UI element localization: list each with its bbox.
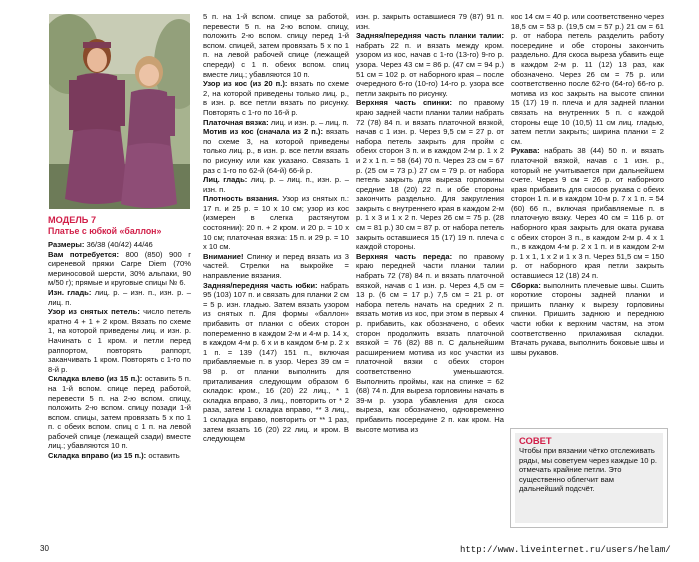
paragraph-heading: Складка влево (из 15 п.): [48, 374, 143, 384]
paragraph-text: лиц. р. – изн. п., изн. р. – лиц. п. [48, 287, 192, 307]
paragraph-text: по правому краю передней части планки талии набрать 72 (78) 84 п. и вязать платочной вязкой, начав с 1 изн. р. Через 4,5 см = 13 р. (6 см = 17 р.) 7,5 см = 21 р. от набора петель начать на средних 2 п. вязать мотив из кос, при этом в первых 4 р. прибавить, как обозначено, с обеих сторон продолжить вязать платочной вязкой = 76 (82) 88 п. С дальнейшим расширением мотива из кос участки из платочной вязки с обеих сторон соответственно уменьшаются. Выполнить проймы, как на спинке = 62 (68) 74 п. Для выреза горловины начать в 39-м р. узора убавления для скоса выреза, как обозначено, одновременно прибавить посередине 2 п. как кром. На высоте мотива из [356, 251, 505, 434]
tip-box [510, 428, 668, 528]
paragraph-text: Спинку и перед вязать из 3 частей. Стрелки на выкройке = направление вязания. [203, 251, 349, 281]
tip-inner [515, 433, 663, 523]
tip-title: СОВЕТ [519, 435, 552, 446]
paragraph-text: число петель кратно 4 + 1 + 2 кром. Вязать по схеме 1, на которой приведены лиц. и изн. р. Начинать с 1 кром. и петли перед раппортом, повторять раппорт, заканчивать 1 кром. Повторять с 1-го по 8-й р. [48, 307, 191, 374]
col2-paragraph [203, 194, 349, 252]
paragraph-heading: Складка вправо (из 15 п.): [48, 451, 147, 461]
col3-paragraph [356, 31, 504, 98]
col2-paragraph [203, 79, 349, 117]
paragraph-text: 5 п. на 1-й вспом. спице за работой, перевести 5 п. на 2-ю вспом. спицу, положить 2-ю вспом. спицу перед 1-й вспом. спицей, затем провязать 5 х по 1 п. на левой рабочей спице (лежащей спереди) с 1 п. обеих вспом. спиц вместе лиц.; убавляются 10 п. [203, 12, 349, 79]
footer-url: http://www.liveinternet.ru/users/helam/ [460, 545, 671, 555]
paragraph-text: 36/38 (40/42) 44/46 [84, 240, 153, 249]
paragraph-text: лиц. и изн. р. – лиц. п. [268, 117, 349, 127]
paragraph-text: 800 (850) 900 г сиреневой пряжи Carpe Diem (70% мериносовой шерсти, 30% альпаки, 90 м/50 г); прямые и круговые спицы № 6. [48, 249, 191, 288]
paragraph-heading: Узор из кос (из 20 п.): [203, 79, 288, 89]
col2-paragraph [203, 127, 349, 175]
col3-paragraph [356, 252, 504, 434]
column-2 [203, 12, 349, 444]
paragraph-text: выполнить плечевые швы. Сшить короткие стороны задней планки и пришить планку к вырезу горловины спинки. Пришить заднюю и переднюю части юбки к верхним частям, на этом соответственно прилаживая складки. Втачать рукава, выполнить боковые швы и швы рукавов. [511, 280, 664, 357]
paragraph-heading: Лиц. гладь: [203, 175, 248, 185]
paragraph-text: набрать 95 (103) 107 п. и связать для планки 2 см = 5 р. изн. гладью. Затем вязать узором из снятых п. Для формы «баллон» прибавить от планки с обеих сторон попеременно в каждом 2-м и 4-м р. 14 х, в каждом 4-м р. 6 х и в каждом 6-м р. 2 х 1 п. = 139 (147) 151 п., включая прибавляемые п. в узор. Через 39 см = 98 р. от планки выполнить для приталивания следующим образом 6 складок: кром., 16 (20) 22 лиц., * 1 складка вправо, 3 лиц., повторить от * 2 раза, затем 1 складка вправо, ** 3 лиц., 1 складка вправо, повторить от ** 1 раз, затем вязать 16 (20) 22 лиц. и кром. В следующем [203, 280, 349, 444]
paragraph-heading: Задняя/передняя часть юбки: [203, 280, 318, 290]
col1-paragraph [48, 307, 191, 374]
paragraph-text: вязать по схеме 2, на которой приведены только лиц. р., в изн. р. все петли вязать по рисунку. Повторять с 1-го по 16-й р. [203, 79, 349, 117]
col3-paragraph [356, 98, 504, 252]
paragraph-text: по правому краю задней части планки талии набрать 72 (78) 84 п. и вязать платочной вязкой, начав с 1 изн. р. Через 9,5 см = 27 р. от набора петель закрыть для пройм с обеих сторон 3 п. и в каждом 2-м р. 1 х 2 и 2 х 1 п. = 58 (64) 70 п. Через 23 см = 67 р. (25 см = 73 р.) 27 см = 79 р. от набора петель закрыть для выреза горловины средние 18 (20) 22 п. и обе стороны закончить раздельно. Для закругления закрыть с внутреннего края в каждом 2-м р. 1 х 3 и 1 х 2 п. Через 26 см = 75 р. (28 см = 81 р.) 30 см = 87 р. от набора петель закрыть оставшиеся 15 (17) 19 п. плеча с каждой стороны. [356, 98, 504, 252]
paragraph-text: Узор из снятых п.: 17 п. и 25 р. = 10 х 10 см; узор из кос (измерен в слегка растянутом состоянии): 20 п. + 2 кром. и 20 р. = 10 х 10 см; платочная вязка: 15 п. и 29 р. = 10 х 10 см. [203, 194, 349, 252]
col3-paragraph [356, 12, 504, 31]
paragraph-heading: Рукава: [511, 146, 540, 156]
col2-paragraph [203, 118, 349, 128]
col4-paragraph [511, 12, 664, 146]
paragraph-heading: Плотность вязания. [203, 194, 279, 204]
column-1 [48, 12, 191, 461]
col3-body [356, 12, 504, 434]
model-number: МОДЕЛЬ 7 [48, 215, 97, 225]
col2-paragraph [203, 175, 349, 194]
paragraph-text: лиц. р. – лиц. п., изн. р. – изн. п. [203, 175, 349, 194]
page-number: 30 [40, 544, 49, 553]
col4-paragraph [511, 281, 664, 358]
col1-body [48, 240, 191, 461]
paragraph-heading: Платочная вязка: [203, 117, 269, 127]
paragraph-text: вязать по схеме 3, на которой приведены только лиц. р., в изн. р. все петли вязать по рисунку или как указано. Связать 1 раз с 1-го по 62-й (64-й) 66-й р. [203, 127, 349, 175]
paragraph-heading: Внимание! [203, 251, 244, 261]
paragraph-heading: Верхняя часть переда: [356, 251, 453, 261]
paragraph-heading: Изн. гладь: [48, 287, 92, 297]
paragraph-text: набрать 22 п. и вязать между кром. узором из кос, начав с 1-го (13-го) 9-го р. узора. Через 43 см = 86 р. (47 см = 94 р.) 51 см = 102 р. от наборного края – после очередного 6-го (10-го) 14-го р. узора все петли закрыть по рисунку. [356, 40, 504, 98]
col1-paragraph [48, 451, 191, 461]
col2-paragraph [203, 281, 349, 444]
col4-paragraph [511, 146, 664, 280]
paragraph-text: изн. р. закрыть оставшиеся 79 (87) 91 п. изн. [356, 12, 504, 31]
paragraph-text: набрать 38 (44) 50 п. и вязать платочной вязкой, начав с 1 изн. р., который не учитывается при дальнейшем счете. Через 9 см = 26 р. от наборного края прибавить для скосов рукава с обеих сторон 1 п. и в каждом 10-м р. 7 х 1 п. = 54 (60) 66 п., включая прибавляемые п. в платочную вязку. Через 40 см = 116 р. от наборного края закрыть для оката рукава с обеих сторон 3 п., в каждом 2-м р. 4 х 1 п., в каждом 4-м р. 2 х 1 п. и в каждом 2-м р. 1 х 1, 1 х 2 и 1 х 3 п. Через 51,5 см = 150 р. от наборного края петли закрыть оставшиеся 12 (18) 24 п. [511, 146, 664, 281]
col1-paragraph [48, 374, 191, 451]
model-title: Платье с юбкой «баллон» [48, 226, 162, 236]
col1-paragraph [48, 288, 191, 307]
col2-body [203, 12, 349, 444]
paragraph-heading: Размеры: [48, 240, 85, 249]
model-heading [48, 215, 191, 237]
col2-paragraph [203, 12, 349, 79]
col1-paragraph [48, 250, 191, 288]
paragraph-heading: Мотив из кос (сначала из 2 п.): [203, 127, 323, 137]
column-3 [356, 12, 504, 434]
col2-paragraph [203, 252, 349, 281]
paragraph-heading: Узор из снятых петель: [48, 307, 140, 317]
col4-body [511, 12, 664, 357]
paragraph-heading: Задняя/передняя часть планки талии: [356, 31, 504, 41]
column-4 [511, 12, 664, 357]
paragraph-heading: Сборка: [511, 280, 541, 290]
paragraph-text: оставить 5 п. на 1-й вспом. спице перед работой, перевести 5 п. на 2-ю вспом. спицу, положить 2-ю вспом. спицу позади 1-й вспом. спицы, затем провязать 5 х по 1 п. с обеих вспом. спиц с 1 п. на левой рабочей спице (лежащей сзади) вместе лиц.; убавляются 10 п. [48, 374, 191, 451]
paragraph-heading: Вам потребуется: [48, 249, 120, 259]
paragraph-text: оставить [146, 451, 180, 461]
tip-text: Чтобы при вязании чётко отслеживать ряды, мы советуем через каждые 10 р. отмечать крайние петли. Это существенно облегчит вам дальнейший подсчёт. [519, 446, 657, 494]
col1-paragraph [48, 240, 191, 250]
paragraph-text: кос 14 см = 40 р. или соответственно через 18,5 см = 53 р. (19,5 см = 57 р.) 21 см = 61 р. от набора петель разделить работу посередине и обе стороны закончить раздельно. Для скоса выреза убавить еще в каждом 2-м р. 11 (12) 13 раз, как обозначено. Через 26 см = 75 р. или соответственно после 62-го (64-го) 66-го р. мотива из кос закрыть на высоте спинки 15 (17) 19 п. плеча и для задней планки связать на внутренних 5 п. с каждой стороны еще 10 (10,5) 11 см лиц. гладью, затем петли закрыть; ширина планки = 2 см. [511, 12, 664, 146]
paragraph-heading: Верхняя часть спинки: [356, 98, 453, 108]
